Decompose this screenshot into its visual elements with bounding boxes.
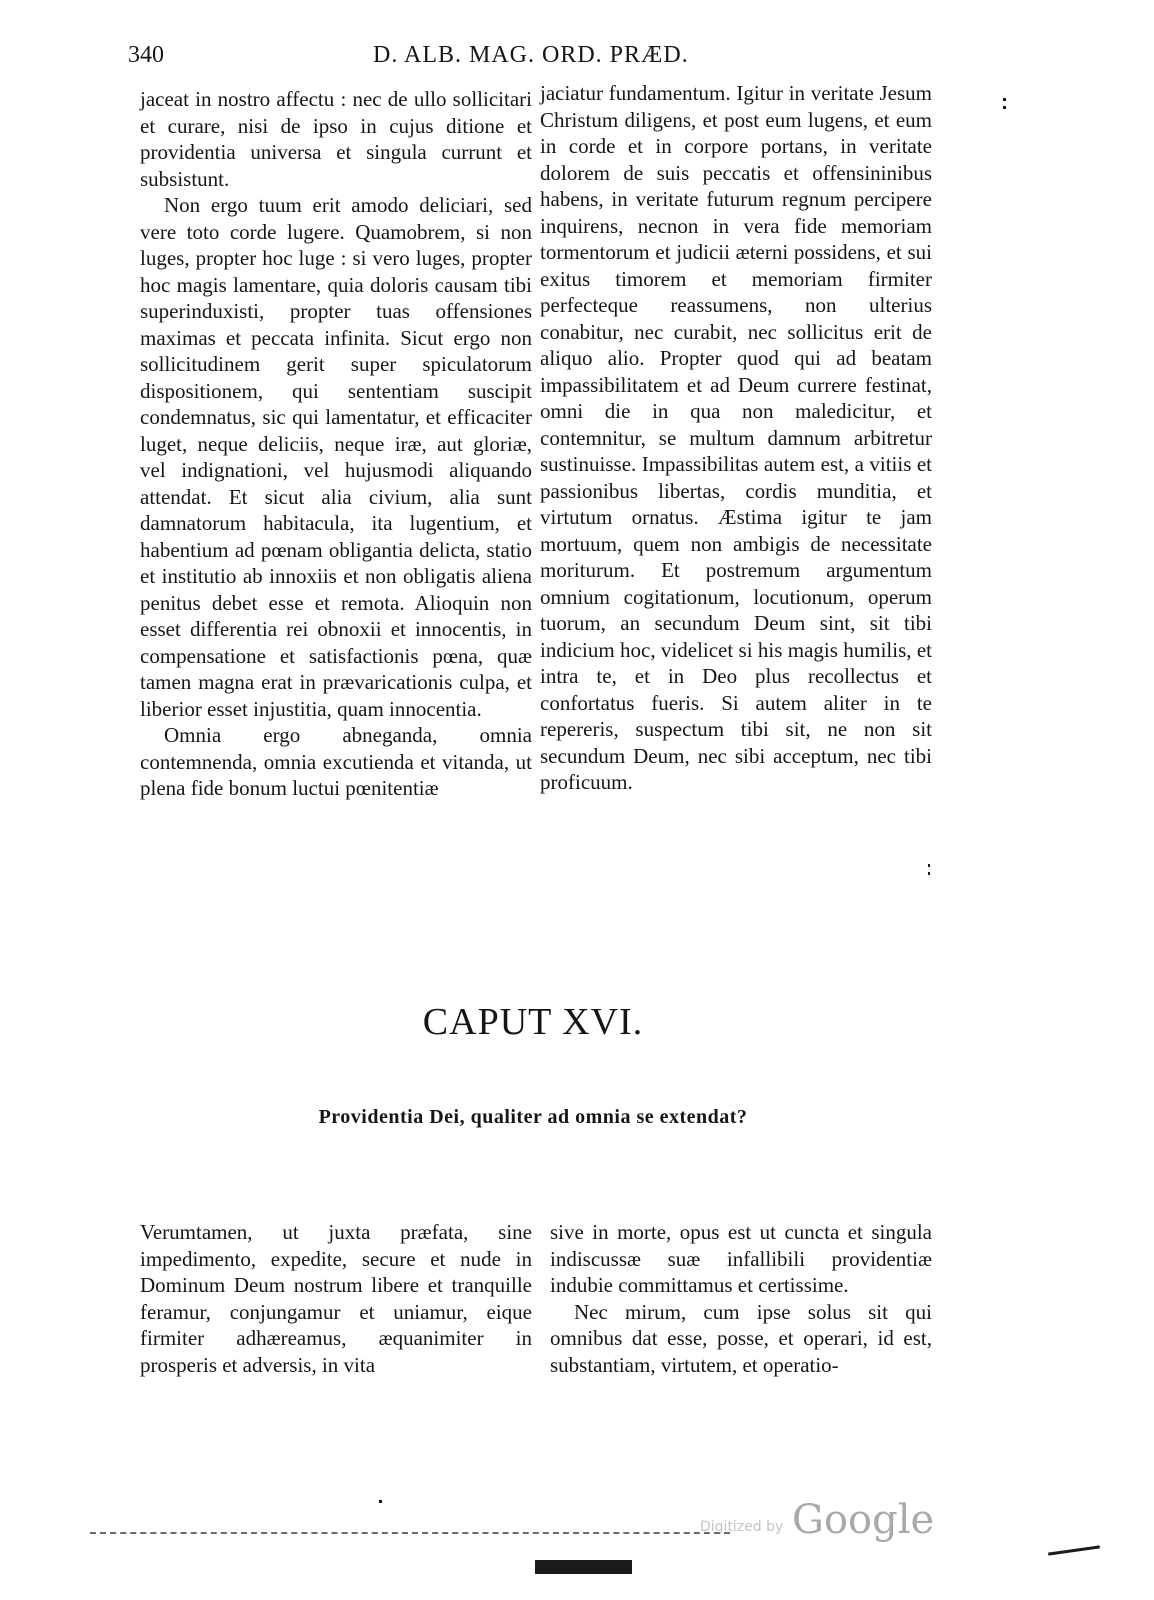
running-head [128,42,928,76]
paragraph: Nec mirum, cum ipse solus sit qui omnibus dat esse, posse, et operari, id est, substantiam, virtutem, et operatio- [550,1299,932,1377]
page-number: 340 [128,42,164,68]
scan-artifact-dot [1003,98,1006,101]
scan-artifact-stroke [1048,1545,1100,1555]
column-bottom-right [550,1219,932,1378]
scan-artifact-dot [379,1500,382,1503]
paragraph: jaciatur fundamentum. Igitur in veritate Jesum Christum diligens, et post eum lugens, et eum in corde et in corpore portans, in veritate dolorem de suis peccatis et offensininibus habens, in veritate futurum regnum percipere inquirens, necnon in vera fide memoriam tormentorum et judicii æterni possidens, et sui exitus timorem et memoriam firmiter perfecteque reassumens, non ulterius conabitur, nec curabit, nec sollicitus erit de aliquo alio. Propter quod qui ad beatam impassibilitatem et ad Deum currere festinat, omni die in qua non maledicitur, et contemnitur, se multum damnum arbitretur sustinuisse. Impassibilitas autem est, a vitiis et passionibus libertas, cordis munditia, et virtutum ornatus. Æstima igitur te jam mortuum, quem non ambigis de necessitate moriturum. Et postremum argumentum omnium cogitationum, locutionum, operum tuorum, an secundum Deum sint, sit tibi indicium hoc, videlicet si his magis humilis, et intra te, et in Deo plus recollectus et confortatus fueris. Si autem aliter in te repereris, suspectum tibi sit, ne non sit secundum Deum, nec sibi acceptum, nec tibi proficuum. [540,81,932,794]
digitization-watermark [700,1497,940,1547]
column-top-left [140,86,532,802]
running-title: D. ALB. MAG. ORD. PRÆD. [373,42,689,68]
scan-artifact-line [90,1532,730,1534]
scan-artifact-dot [1003,106,1006,109]
paragraph: sive in morte, opus est ut cuncta et singula indiscussæ suæ infallibili providentiæ indubie committamus et certissime. [550,1220,932,1297]
paragraph: Omnia ergo abneganda, omnia contemnenda, omnia excutienda et vitanda, ut plena fide bonum luctui pœnitentiæ [140,723,532,800]
google-logo: Google [792,1497,935,1543]
watermark-text: Digitized by [700,1519,784,1535]
scan-artifact-bar [535,1560,632,1574]
chapter-subtitle: Providentia Dei, qualiter ad omnia se extendat? [318,1106,748,1128]
column-top-right [540,80,932,796]
paragraph: Non ergo tuum erit amodo deliciari, sed vere toto corde lugere. Quamobrem, si non luges, propter hoc luge : si vero luges, propter hoc magis lamentare, quia doloris causam tibi superinduxisti, propter tuas offensiones maximas et peccata infinita. Sicut ergo non sollicitudinem gerit super spiculatorum dispositionem, qui sententiam suscipit condemnatus, sic qui lamentatur, et efficaciter luget, neque deliciis, neque iræ, aut gloriæ, vel indignationi, vel hujusmodi aliquando attendat. Et sicut alia civium, alia sunt damnatorum habitacula, ita lugentium, et habentium ad pœnam obligantia delicta, statio et institutio ab innoxiis et non obligatis aliena penitus debet esse et remota. Alioquin non esset differentia rei obnoxii et innocentis, in compensatione et satisfactionis pœna, quæ tamen magna erat in prævaricationis culpa, et liberior esset injustitia, quam innocentia. [140,193,532,721]
paragraph: Verumtamen, ut juxta præfata, sine impedimento, expedite, secure et nude in Dominum Deum nostrum libere et tranquille feramur, conjungamur et uniamur, eique firmiter adhæreamus, æquanimiter in prosperis et adversis, in vita [140,1220,532,1377]
column-bottom-left [140,1219,532,1378]
scan-artifact-dot [928,864,930,867]
chapter-heading: CAPUT XVI. [422,1001,644,1043]
scan-artifact-dot [928,872,930,875]
paragraph: jaceat in nostro affectu : nec de ullo sollicitari et curare, nisi de ipso in cujus ditione et providentia universa et singula currunt et subsistunt. [140,87,532,191]
